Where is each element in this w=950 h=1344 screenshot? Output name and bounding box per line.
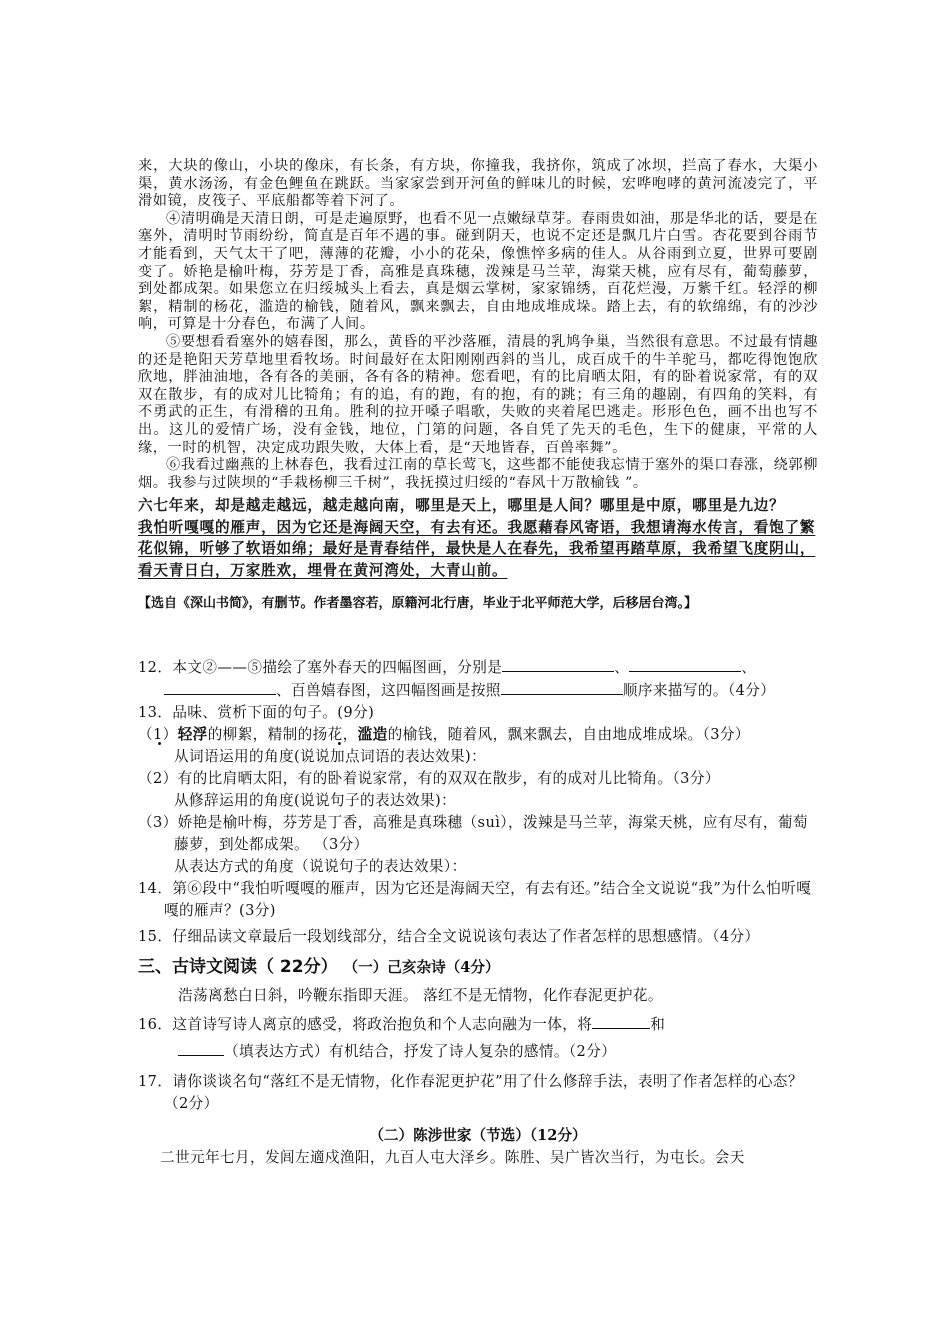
sentence-part: 的榆钱，随着风，飘来飘去，自由地成堆成垛。（3分） [387,726,750,743]
passage-paragraph-5: ⑤要想看看塞外的嬉春图，那么，黄昏的平沙落雁，清晨的乳鸠争巢，当然很有意思。不过最有情趣的还是艳阳天芳草地里看牧场。时间最好在太阳刚刚西斜的当儿，成百成千的牛羊驼马，都吃得饱饱欣欣地，胖油油地，各有各的美丽，各有各的精神。您看吧，有的比肩晒太阳，有的卧着说家常，有的双双在散步，有的成对儿比犄角；有的追，有的跑，有的抱，有的跳；有三角的趣剧，有四角的笑料，有不勇武的正生，有滑稽的丑角。胜利的拉开嗓子唱歌，失败的夹着尾巴逃走。形形色色，画不出也写不出。这儿的爱情广场，没有金钱，地位，门第的问题，各自凭了先天的毛色，生下的健康，平常的人缘，一时的机智，决定成功跟失败，大体上看，是“天地皆春，百兽率舞”。 [138,333,818,456]
section-title: 三、古诗文阅读（ 22分） [138,957,338,977]
separator: 、 [614,659,630,676]
question-15: 15．仔细品读文章最后一段划线部分，结合全文说说该句表达了作者怎样的思想感情。（4分） [138,928,760,945]
question-13-2-hint: 从修辞运用的角度(说说句子的表达效果)： [174,792,457,809]
question-16-continued [138,1040,818,1063]
question-17: 17．请你谈谈名句“落红不是无情物，化作春泥更护花”用了什么修辞手法，表明了作者怎样的心态？（2分） [138,1073,803,1112]
question-16-text: 16．这首诗写诗人离京的感受，将政治抱负和个人志向融为一体，将 [138,1016,593,1033]
subsection-heading: （二）陈涉世家（节选）（12分） [369,1127,587,1144]
question-16-text: 和 [650,1016,666,1033]
question-14: 14．第⑥段中“我怕听嘎嘎的雁声，因为它还是海阔天空，有去有还。”结合全文说说“我”为什么怕听嘎嘎的雁声？(3分) [138,880,812,919]
emphasized-word: 轻浮 [177,726,208,743]
section-3-heading [138,954,818,981]
section-subtitle: （一）己亥杂诗（4分） [343,959,500,976]
passage-handwritten-underlined: 我怕听嘎嘎的雁声，因为它还是海阔天空，有去有还。我愿藉春风寄语，我想请海水传言，看饱了繁花似锦，听够了软语如绵；最好是青春结伴，最快是人在春先，我希望再踏草原，我希望飞度阴山，看天青日白，万家胜欢，埋骨在黄河湾处，大青山前。 [138,518,816,579]
question-13-1 [138,724,818,746]
separator: 、 [741,659,757,676]
question-13-3-hint: 从表达方式的角度（说说句子的表达效果）： [174,858,467,875]
passage-paragraph-4: ④清明确是天清日朗，可是走遍原野，也看不见一点嫩绿草芽。春雨贵如油，那是华北的话，要是在塞外，清明时节雨纷纷，简直是百年不遇的事。碰到阴天，也说不定还是飘几片白雪。杏花要到谷雨节才能看到，天气太干了吧，薄薄的花瓣，小小的花朵，像憔悴多病的佳人。从谷雨到立夏，世界可要剧变了。娇艳是榆叶梅，芬芳是丁香，高雅是真珠穗，泼辣是马兰苹，海棠天桃，应有尽有，葡萄藤萝，到处都成架。如果您立在归绥城头上看去，真是烟云掌树，家家锦绣，百花烂漫，万紫千红。轻浮的柳絮，精制的杨花，滥造的榆钱，随着风，飘来飘去，自由地成堆成垛。踏上去，有的软绵绵，有的沙沙响，可算是十分春色，布满了人间。 [138,210,818,333]
passage-source-note: 【选自《深山书简》，有删节。作者墨容若，原籍河北行唐，毕业于北平师范大学，后移居台湾。】 [138,596,698,612]
answer-blank[interactable] [164,679,276,695]
passage-paragraph-3-end: 来，大块的像山，小块的像床，有长条，有方块，你撞我，我挤你，筑成了冰坝，拦高了春水，大渠小渠，黄水汤汤，有金色鲤鱼在跳跃。当家家尝到开河鱼的鲜味儿的时候，宏哗咆哮的黄河流凌完了，平滑如镜，皮筏子、平底船都等着下河了。 [138,158,818,210]
poem-text: 浩荡离愁白日斜，吟鞭东指即天涯。 落红不是无情物，化作春泥更护花。 [178,987,663,1004]
answer-blank[interactable] [501,679,623,695]
answer-blank[interactable] [502,656,614,672]
answer-blank[interactable] [178,1040,224,1056]
question-13-2: （2）有的比肩晒太阳，有的卧着说家常，有的双双在散步，有的成对儿比犄角。（3分） [138,770,720,787]
emphasized-word: 滥造 [357,726,388,743]
passage-handwritten-line-1: 六七年来，却是越走越远，越走越向南，哪里是天上，哪里是人间？哪里是中原，哪里是九边？ [138,497,785,515]
question-12 [138,656,818,702]
question-16-text: （填表达方式）有机结合，抒发了诗人复杂的感情。（2分） [224,1043,617,1060]
reading-passage [138,158,818,614]
sentence-part: 的柳絮，精制的扬花， [207,726,358,743]
question-block [138,656,818,1169]
question-12-text: 顺序来描写的。（4分） [622,682,776,699]
question-13-1-hint: 从词语运用的角度(说说加点词语的表达效果)： [174,748,487,765]
question-12-text: 12．本文②——⑤描绘了塞外春天的四幅图画，分别是 [138,659,503,676]
item-number: （1） [138,726,178,743]
passage-paragraph-6: ⑥我看过幽燕的上林春色，我看过江南的草长莺飞，这些都不能使我忘情于塞外的渠口春涨，绕郭柳烟。我参与过陕坝的“手栽杨柳三千树”，我抚摸过归绥的“春风十万散榆钱 ”。 [138,457,818,491]
question-13: 13．品味、赏析下面的句子。(9分) [138,704,375,721]
question-13-3: （3）娇艳是榆叶梅，芬芳是丁香，高雅是真珠穗（suì），泼辣是马兰苹，海棠天桃，应有尽有，葡萄藤萝，到处都成架。 （3分） [138,814,808,853]
classical-prose-text: 二世元年七月，发闾左適戍渔阳，九百人屯大泽乡。陈胜、吴广皆次当行，为屯长。会天 [160,1149,745,1166]
question-16 [138,1013,818,1036]
question-12-text: 、百兽嬉春图，这四幅图画是按照 [276,682,501,699]
answer-blank[interactable] [629,656,741,672]
answer-blank[interactable] [592,1013,650,1029]
